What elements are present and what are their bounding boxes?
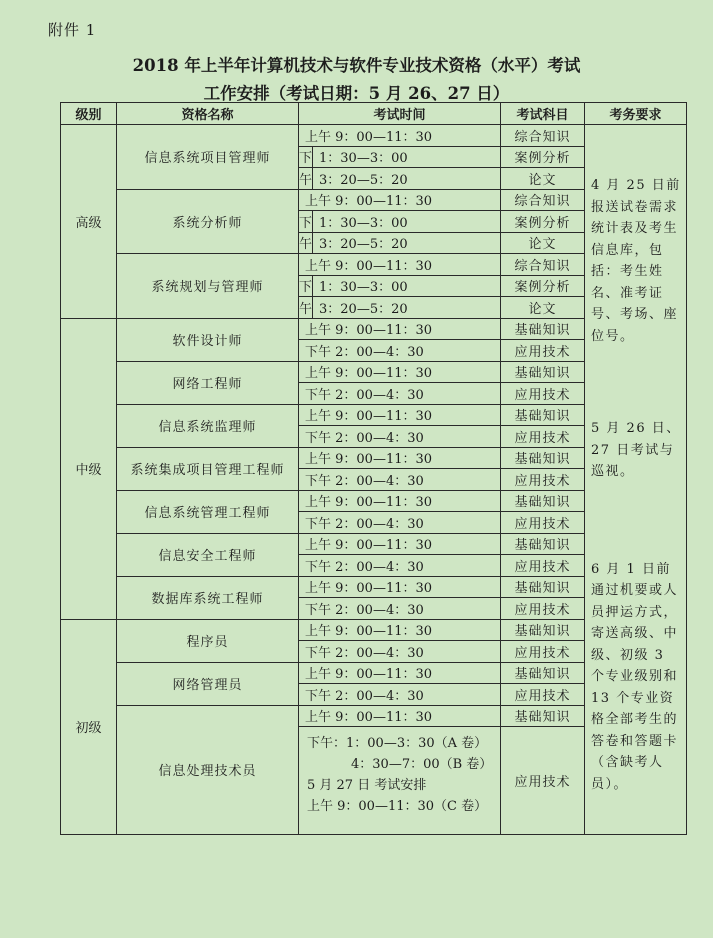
afternoon-marker-1: 下 <box>299 211 313 233</box>
title-line-2: 工作安排（考试日期：5 月 26、27 日） <box>203 84 510 103</box>
exam-time-afternoon-1: 1：30—3：00 <box>313 275 501 297</box>
exam-time-morning: 上午 9：00—11：30 <box>299 576 501 598</box>
qualification-name: 程序员 <box>117 619 299 662</box>
exam-subject: 应用技术 <box>501 383 585 405</box>
exam-subject: 应用技术 <box>501 684 585 706</box>
header-qualification: 资格名称 <box>117 103 299 125</box>
exam-time-morning: 上午 9：00—11：30 <box>299 125 501 147</box>
exam-time-afternoon-1: 1：30—3：00 <box>313 146 501 168</box>
exam-subject: 综合知识 <box>501 189 585 211</box>
exam-subject: 基础知识 <box>501 533 585 555</box>
exam-subject: 应用技术 <box>501 469 585 491</box>
qualification-name: 网络工程师 <box>117 361 299 404</box>
exam-time-line: 5 月 27 日 考试安排 <box>307 778 427 793</box>
exam-time-afternoon-2: 3：20—5：20 <box>313 168 501 190</box>
exam-subject: 综合知识 <box>501 254 585 276</box>
exam-subject: 基础知识 <box>501 662 585 684</box>
exam-time-line: 下午：1：00—3：30（A 卷） <box>307 736 488 751</box>
afternoon-marker-2: 午 <box>299 232 313 254</box>
exam-subject: 基础知识 <box>501 447 585 469</box>
exam-time-morning: 上午 9：00—11：30 <box>299 619 501 641</box>
level-mid: 中级 <box>61 318 117 619</box>
exam-subject: 案例分析 <box>501 211 585 233</box>
level-junior: 初级 <box>61 619 117 835</box>
exam-subject: 案例分析 <box>501 146 585 168</box>
title-line-1: 2018 年上半年计算机技术与软件专业技术资格（水平）考试 <box>132 56 581 75</box>
exam-subject: 论文 <box>501 168 585 190</box>
qualification-name: 数据库系统工程师 <box>117 576 299 619</box>
qualification-name: 系统规划与管理师 <box>117 254 299 319</box>
exam-time-morning: 上午 9：00—11：30 <box>299 318 501 340</box>
exam-subject: 应用技术 <box>501 340 585 362</box>
qualification-name: 网络管理员 <box>117 662 299 705</box>
exam-time-line: 上午 9：00—11：30（C 卷） <box>307 799 488 814</box>
exam-time-afternoon: 下午 2：00—4：30 <box>299 684 501 706</box>
header-subject: 考试科目 <box>501 103 585 125</box>
exam-time-morning: 上午 9：00—11：30 <box>299 662 501 684</box>
requirement-2: 5 月 26 日、27 日考试与巡视。 <box>591 421 681 479</box>
qualification-name: 信息安全工程师 <box>117 533 299 576</box>
exam-subject: 应用技术 <box>501 727 585 835</box>
qualification-name: 信息系统管理工程师 <box>117 490 299 533</box>
exam-time-afternoon: 下午 2：00—4：30 <box>299 512 501 534</box>
header-level: 级别 <box>61 103 117 125</box>
exam-subject: 应用技术 <box>501 426 585 448</box>
header-row <box>61 103 687 125</box>
table-row <box>61 125 687 147</box>
requirements-cell <box>585 125 687 835</box>
requirement-1: 4 月 25 日前报送试卷需求统计表及考生信息库，包括：考生姓名、准考证号、考场、座位号。 <box>591 178 681 344</box>
afternoon-marker-2: 午 <box>299 297 313 319</box>
header-exam-time: 考试时间 <box>299 103 501 125</box>
qualification-name: 信息系统项目管理师 <box>117 125 299 190</box>
qualification-name: 信息系统监理师 <box>117 404 299 447</box>
exam-time-afternoon-2: 3：20—5：20 <box>313 297 501 319</box>
exam-subject: 基础知识 <box>501 404 585 426</box>
requirement-3: 6 月 1 日前通过机要或人员押运方式，寄送高级、中级、初级 3 个专业级别和 13 个专业资格全部考生的答卷和答题卡（含缺考人员）。 <box>591 561 679 792</box>
afternoon-marker-1: 下 <box>299 275 313 297</box>
exam-time-morning: 上午 9：00—11：30 <box>299 447 501 469</box>
exam-time-morning: 上午 9：00—11：30 <box>299 361 501 383</box>
exam-time-afternoon: 下午 2：00—4：30 <box>299 383 501 405</box>
exam-time-afternoon: 下午 2：00—4：30 <box>299 469 501 491</box>
exam-subject: 论文 <box>501 297 585 319</box>
exam-time-afternoon: 下午 2：00—4：30 <box>299 340 501 362</box>
exam-time-line: 4：30—7：00（B 卷） <box>351 757 493 772</box>
exam-time-multi <box>299 727 501 835</box>
exam-subject: 案例分析 <box>501 275 585 297</box>
exam-schedule-table <box>60 102 687 835</box>
qualification-name: 系统分析师 <box>117 189 299 254</box>
level-senior: 高级 <box>61 125 117 319</box>
exam-time-morning: 上午 9：00—11：30 <box>299 490 501 512</box>
exam-time-afternoon: 下午 2：00—4：30 <box>299 641 501 663</box>
exam-time-morning: 上午 9：00—11：30 <box>299 189 501 211</box>
exam-subject: 基础知识 <box>501 576 585 598</box>
qualification-name: 系统集成项目管理工程师 <box>117 447 299 490</box>
exam-time-afternoon-1: 1：30—3：00 <box>313 211 501 233</box>
exam-subject: 基础知识 <box>501 619 585 641</box>
exam-subject: 应用技术 <box>501 555 585 577</box>
exam-time-afternoon: 下午 2：00—4：30 <box>299 598 501 620</box>
exam-subject: 基础知识 <box>501 318 585 340</box>
exam-time-morning: 上午 9：00—11：30 <box>299 404 501 426</box>
exam-time-morning: 上午 9：00—11：30 <box>299 705 501 727</box>
exam-subject: 应用技术 <box>501 641 585 663</box>
exam-subject: 综合知识 <box>501 125 585 147</box>
qualification-name: 信息处理技术员 <box>117 705 299 835</box>
attachment-label: 附件 1 <box>48 21 97 39</box>
exam-time-morning: 上午 9：00—11：30 <box>299 533 501 555</box>
exam-time-afternoon: 下午 2：00—4：30 <box>299 426 501 448</box>
qualification-name: 软件设计师 <box>117 318 299 361</box>
exam-subject: 基础知识 <box>501 361 585 383</box>
exam-time-morning: 上午 9：00—11：30 <box>299 254 501 276</box>
exam-subject: 应用技术 <box>501 598 585 620</box>
exam-subject: 应用技术 <box>501 512 585 534</box>
header-requirements: 考务要求 <box>585 103 687 125</box>
afternoon-marker-1: 下 <box>299 146 313 168</box>
exam-time-afternoon: 下午 2：00—4：30 <box>299 555 501 577</box>
exam-subject: 基础知识 <box>501 705 585 727</box>
exam-subject: 基础知识 <box>501 490 585 512</box>
afternoon-marker-2: 午 <box>299 168 313 190</box>
exam-subject: 论文 <box>501 232 585 254</box>
exam-time-afternoon-2: 3：20—5：20 <box>313 232 501 254</box>
